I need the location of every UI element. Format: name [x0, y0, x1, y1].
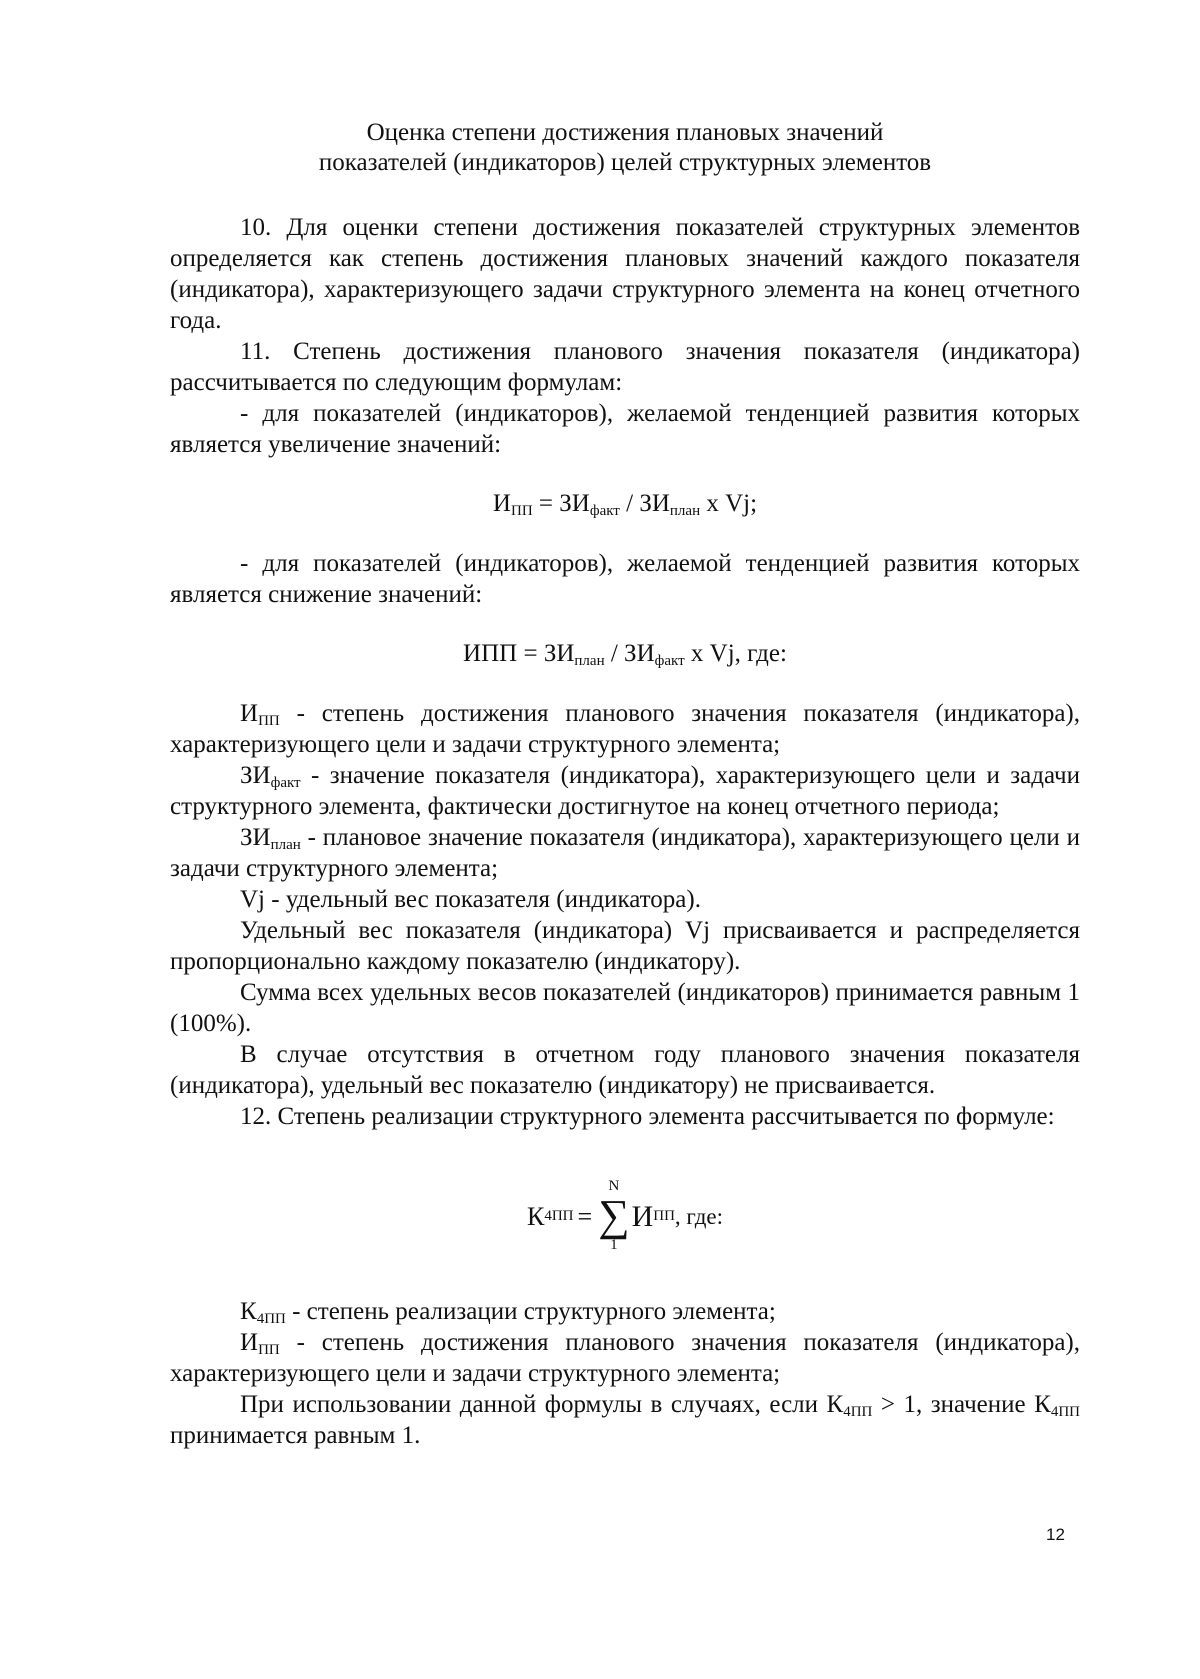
definition-symbol: И	[240, 700, 259, 727]
formula-subscript: факт	[589, 503, 620, 519]
formula-text: х Vj, где:	[684, 640, 787, 667]
paragraph-10: 10. Для оценки степени достижения показателей структурных элементов определяется как степень достижения плановых значений каждого показателя (индикатора), характеризующего задачи структурного элемента на конец отчетного года.	[170, 214, 1080, 334]
definition-subscript: ПП	[258, 713, 280, 729]
formula-text: х Vj;	[700, 490, 758, 517]
formula-subscript: план	[669, 503, 701, 519]
formula-text: / ЗИ	[604, 640, 655, 667]
final-text: > 1, значение К	[872, 1391, 1051, 1418]
spacer	[170, 1132, 1080, 1172]
sigma-group	[598, 1179, 629, 1253]
formula-sum: К 4ПП = N ∑ 1 И ПП , где:	[527, 1178, 723, 1253]
formula-text: = ЗИ	[517, 640, 575, 667]
formula-symbol: И	[631, 1199, 654, 1233]
definition-subscript: ПП	[258, 1342, 280, 1358]
definition-text: - степень реализации структурного элемента;	[285, 1298, 776, 1325]
final-subscript: 4ПП	[843, 1404, 873, 1420]
paragraph-12: 12. Степень реализации структурного элемента рассчитывается по формуле:	[240, 1103, 1055, 1130]
definition-text: - степень достижения планового значения показателя (индикатора), характеризующего цели и задачи структурного элемента;	[170, 700, 1080, 758]
paragraph-absent: В случае отсутствия в отчетном году планового значения показателя (индикатора), удельный вес показателю (индикатору) не присваивается.	[170, 1041, 1080, 1099]
document-body	[170, 212, 1080, 1451]
spacer	[170, 1260, 1080, 1296]
section-title	[170, 118, 1080, 178]
formula-text: = ЗИ	[532, 490, 590, 517]
formula-symbol: И	[492, 490, 511, 517]
final-subscript: 4ПП	[1050, 1404, 1080, 1420]
definition-k4pp	[170, 1296, 1080, 1327]
definition-symbol: ЗИ	[240, 762, 271, 789]
definition-symbol: К	[240, 1298, 257, 1325]
definition-vj: Vj - удельный вес показателя (индикатора).	[240, 886, 701, 913]
formula-text: , где:	[674, 1203, 723, 1229]
sigma-icon: ∑	[598, 1191, 630, 1240]
definition-zi-plan	[170, 822, 1080, 884]
final-text: При использовании данной формулы в случаях, если К	[240, 1391, 844, 1418]
page-number: 12	[1046, 1525, 1065, 1544]
formula-symbol: К	[527, 1201, 545, 1231]
paragraph-weight: Удельный вес показателя (индикатора) Vj присваивается и распределяется пропорционально каждому показателю (индикатору).	[170, 917, 1080, 975]
definition-ipp	[170, 698, 1080, 760]
formula-text: / ЗИ	[619, 490, 670, 517]
definition-ipp-2	[170, 1327, 1080, 1389]
formula-subscript: факт	[654, 653, 685, 669]
title-line-2: показателей (индикаторов) целей структурных элементов	[318, 149, 932, 176]
formula-increase	[170, 488, 1080, 519]
sum-lower-limit: 1	[610, 1237, 618, 1253]
paragraph-11-increase: - для показателей (индикаторов), желаемой тенденцией развития которых является увеличение значений:	[170, 400, 1080, 458]
formula-subscript: ПП	[510, 503, 533, 519]
definition-subscript: 4ПП	[256, 1311, 286, 1327]
definition-text: - степень достижения планового значения показателя (индикатора), характеризующего цели и задачи структурного элемента;	[170, 1329, 1080, 1387]
definition-symbol: ЗИ	[240, 824, 271, 851]
definition-text: - значение показателя (индикатора), характеризующего цели и задачи структурного элемента, фактически достигнутое на конец отчетного периода;	[170, 762, 1080, 820]
formula-symbol: ИПП	[463, 640, 518, 667]
definition-subscript: факт	[270, 775, 301, 791]
formula-text: =	[577, 1201, 593, 1231]
final-text: принимается равным 1.	[170, 1422, 421, 1449]
formula-decrease	[170, 638, 1080, 669]
definition-text: - плановое значение показателя (индикатора), характеризующего цели и задачи структурного элемента;	[170, 824, 1080, 882]
formula-subscript: план	[574, 653, 605, 669]
paragraph-11: 11. Степень достижения планового значения показателя (индикатора) рассчитывается по следующим формулам:	[170, 338, 1080, 396]
paragraph-11-decrease: - для показателей (индикаторов), желаемой тенденцией развития которых является снижение значений:	[170, 550, 1080, 608]
paragraph-final	[170, 1389, 1080, 1451]
definition-symbol: И	[240, 1329, 259, 1356]
title-line-1: Оценка степени достижения плановых значений	[366, 119, 884, 146]
sum-upper-limit: N	[608, 1178, 620, 1194]
definition-subscript: план	[270, 837, 301, 853]
paragraph-sum: Сумма всех удельных весов показателей (индикаторов) принимается равным 1 (100%).	[170, 979, 1080, 1037]
definition-zi-fact	[170, 760, 1080, 822]
